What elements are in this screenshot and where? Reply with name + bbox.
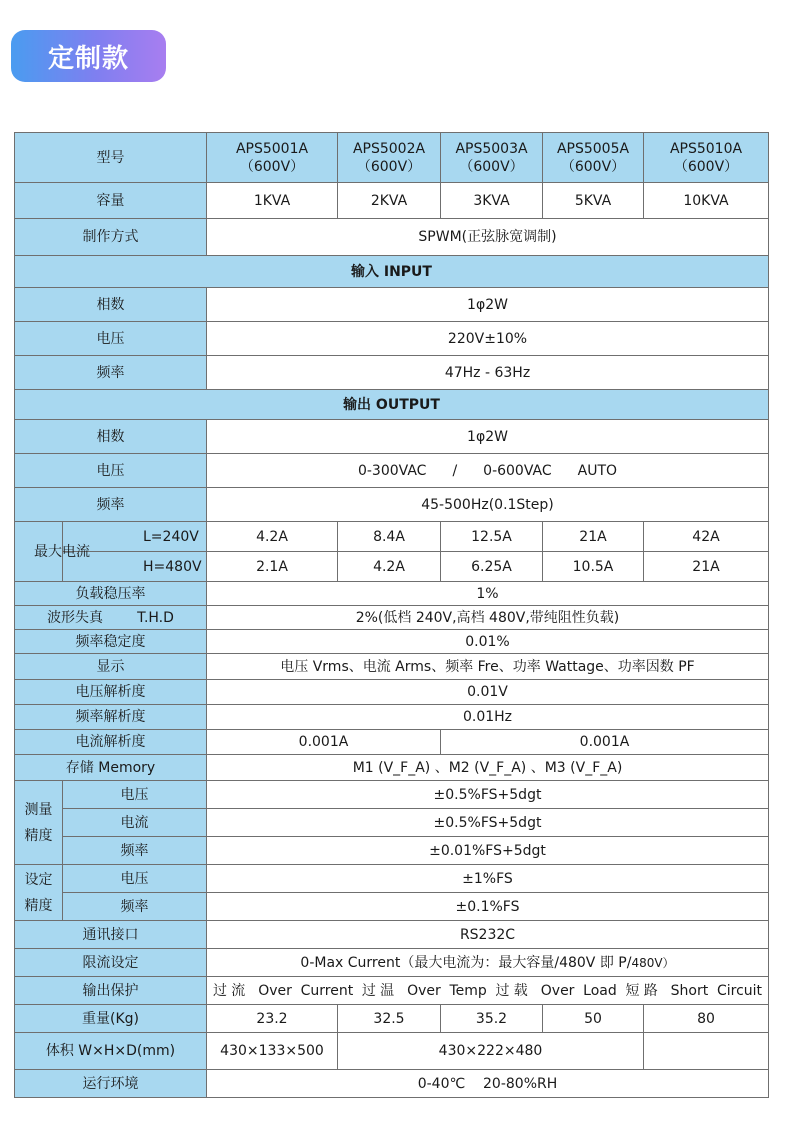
memory-value: M1 (V_F_A) 、M2 (V_F_A) 、M3 (V_F_A) <box>207 755 769 781</box>
label-memory: 存储 Memory <box>15 755 207 781</box>
label-v-res: 电压解析度 <box>15 680 207 705</box>
current-h-2: 4.2A <box>338 552 441 582</box>
row-input-section <box>15 256 769 288</box>
row-set-frequency <box>15 893 769 921</box>
current-l-2: 8.4A <box>338 522 441 552</box>
weight-4: 50 <box>543 1005 644 1033</box>
weight-1: 23.2 <box>207 1005 338 1033</box>
spec-table <box>14 132 769 1098</box>
label-set-acc: 设定 精度 <box>15 865 63 921</box>
row-i-res <box>15 730 769 755</box>
volume-1: 430×133×500 <box>207 1033 338 1070</box>
label-meas-frequency: 频率 <box>63 837 207 865</box>
meas-current-value: ±0.5%FS+5dgt <box>207 809 769 837</box>
weight-5: 80 <box>644 1005 769 1033</box>
model-1: APS5001A （600V） <box>207 133 338 183</box>
label-l240: L=240V <box>63 522 207 552</box>
env-value: 0-40℃ 20-80%RH <box>207 1070 769 1098</box>
label-input-voltage: 电压 <box>15 322 207 356</box>
meas-frequency-value: ±0.01%FS+5dgt <box>207 837 769 865</box>
current-h-4: 10.5A <box>543 552 644 582</box>
label-load-reg: 负载稳压率 <box>15 582 207 606</box>
thd-value: 2%(低档 240V,高档 480V,带纯阻性负载) <box>207 606 769 630</box>
label-env: 运行环境 <box>15 1070 207 1098</box>
weight-3: 35.2 <box>441 1005 543 1033</box>
row-protect <box>15 977 769 1005</box>
output-frequency-value: 45-500Hz(0.1Step) <box>207 488 769 522</box>
row-meas-frequency <box>15 837 769 865</box>
volume-3 <box>644 1033 769 1070</box>
f-res-value: 0.01Hz <box>207 705 769 730</box>
capacity-1: 1KVA <box>207 183 338 219</box>
row-v-res <box>15 680 769 705</box>
current-h-5: 21A <box>644 552 769 582</box>
label-comm: 通讯接口 <box>15 921 207 949</box>
input-voltage-value: 220V±10% <box>207 322 769 356</box>
row-memory <box>15 755 769 781</box>
row-method <box>15 219 769 256</box>
row-model <box>15 133 769 183</box>
display-value: 电压 Vrms、电流 Arms、频率 Fre、功率 Wattage、功率因数 PF <box>207 654 769 680</box>
row-output-frequency <box>15 488 769 522</box>
current-l-1: 4.2A <box>207 522 338 552</box>
row-f-res <box>15 705 769 730</box>
label-meas-voltage: 电压 <box>63 781 207 809</box>
output-phase-value: 1φ2W <box>207 420 769 454</box>
label-input-frequency: 频率 <box>15 356 207 390</box>
label-weight: 重量(Kg) <box>15 1005 207 1033</box>
current-l-4: 21A <box>543 522 644 552</box>
label-protect: 输出保护 <box>15 977 207 1005</box>
current-h-1: 2.1A <box>207 552 338 582</box>
model-5: APS5010A （600V） <box>644 133 769 183</box>
label-thd: 波形失真 T.H.D <box>15 606 207 630</box>
label-meas-acc: 测量 精度 <box>15 781 63 865</box>
label-freq-stab: 频率稳定度 <box>15 630 207 654</box>
row-capacity <box>15 183 769 219</box>
row-load-reg <box>15 582 769 606</box>
input-phase-value: 1φ2W <box>207 288 769 322</box>
method-value: SPWM(正弦脉宽调制) <box>207 219 769 256</box>
row-freq-stab <box>15 630 769 654</box>
row-volume <box>15 1033 769 1070</box>
i-res-value-2: 0.001A <box>441 730 769 755</box>
row-limit <box>15 949 769 977</box>
capacity-3: 3KVA <box>441 183 543 219</box>
row-output-section <box>15 390 769 420</box>
row-current-l <box>15 522 769 552</box>
row-thd <box>15 606 769 630</box>
input-frequency-value: 47Hz - 63Hz <box>207 356 769 390</box>
limit-value: 0-Max Current（最大电流为：最大容量/480V 即 P/480V） <box>207 949 769 977</box>
current-h-3: 6.25A <box>441 552 543 582</box>
capacity-5: 10KVA <box>644 183 769 219</box>
label-set-voltage: 电压 <box>63 865 207 893</box>
output-voltage-value: 0-300VAC / 0-600VAC AUTO <box>207 454 769 488</box>
row-output-voltage <box>15 454 769 488</box>
label-limit: 限流设定 <box>15 949 207 977</box>
label-meas-current: 电流 <box>63 809 207 837</box>
label-model: 型号 <box>15 133 207 183</box>
comm-value: RS232C <box>207 921 769 949</box>
label-i-res: 电流解析度 <box>15 730 207 755</box>
current-l-5: 42A <box>644 522 769 552</box>
model-2: APS5002A （600V） <box>338 133 441 183</box>
model-3: APS5003A （600V） <box>441 133 543 183</box>
v-res-value: 0.01V <box>207 680 769 705</box>
input-section-header: 输入 INPUT <box>15 256 769 288</box>
label-set-frequency: 频率 <box>63 893 207 921</box>
label-output-phase: 相数 <box>15 420 207 454</box>
label-display: 显示 <box>15 654 207 680</box>
row-meas-current <box>15 809 769 837</box>
label-max-current: 最大电流 <box>15 522 63 582</box>
freq-stab-value: 0.01% <box>207 630 769 654</box>
weight-2: 32.5 <box>338 1005 441 1033</box>
protect-value: 过流 Over Current 过温 Over Temp 过载 Over Load 短路 Short Circuit <box>207 977 769 1005</box>
load-reg-value: 1% <box>207 582 769 606</box>
capacity-2: 2KVA <box>338 183 441 219</box>
label-volume: 体积 W×H×D(mm) <box>15 1033 207 1070</box>
label-output-frequency: 频率 <box>15 488 207 522</box>
meas-voltage-value: ±0.5%FS+5dgt <box>207 781 769 809</box>
row-input-frequency <box>15 356 769 390</box>
output-section-header: 输出 OUTPUT <box>15 390 769 420</box>
label-output-voltage: 电压 <box>15 454 207 488</box>
set-frequency-value: ±0.1%FS <box>207 893 769 921</box>
set-voltage-value: ±1%FS <box>207 865 769 893</box>
row-meas-voltage <box>15 781 769 809</box>
row-set-voltage <box>15 865 769 893</box>
volume-2: 430×222×480 <box>338 1033 644 1070</box>
row-comm <box>15 921 769 949</box>
label-method: 制作方式 <box>15 219 207 256</box>
row-input-phase <box>15 288 769 322</box>
label-f-res: 频率解析度 <box>15 705 207 730</box>
label-h480: H=480V <box>63 552 207 582</box>
row-current-h <box>15 552 769 582</box>
current-l-3: 12.5A <box>441 522 543 552</box>
row-display <box>15 654 769 680</box>
label-input-phase: 相数 <box>15 288 207 322</box>
row-weight <box>15 1005 769 1033</box>
i-res-value-1: 0.001A <box>207 730 441 755</box>
custom-model-badge: 定制款 <box>11 30 166 82</box>
label-capacity: 容量 <box>15 183 207 219</box>
model-4: APS5005A （600V） <box>543 133 644 183</box>
row-output-phase <box>15 420 769 454</box>
row-input-voltage <box>15 322 769 356</box>
capacity-4: 5KVA <box>543 183 644 219</box>
row-env <box>15 1070 769 1098</box>
